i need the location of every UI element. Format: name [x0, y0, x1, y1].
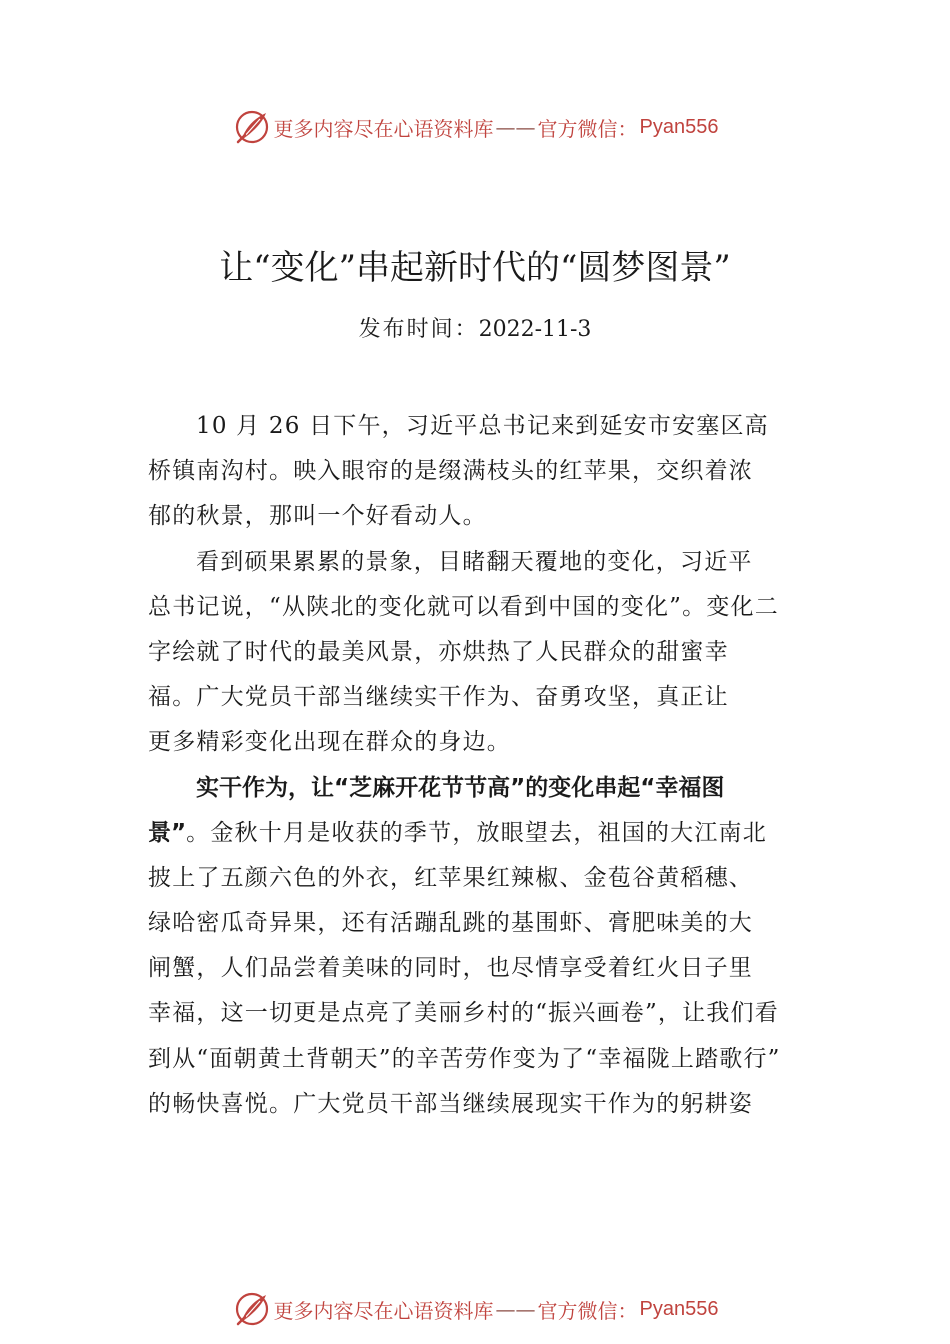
body-line: 幸福，这一切更是点亮了美丽乡村的“振兴画卷”，让我们看 [148, 1000, 779, 1027]
watermark-wechat-id: Pyan556 [639, 1297, 719, 1320]
watermark-wechat-label: 官方微信： [537, 1298, 638, 1323]
watermark-separator: —— [495, 1297, 536, 1321]
publish-date-label: 发布时间： [358, 317, 479, 342]
section-heading-end: 景” [148, 819, 187, 846]
body-line [148, 811, 808, 856]
body-line: 的畅快喜悦。广大党员干部当继续展现实干作为的躬耕姿 [148, 1090, 753, 1117]
feather-pen-logo-icon [232, 107, 272, 147]
body-line: 闸蟹，人们品尝着美味的同时，也尽情享受着红火日子里 [148, 955, 753, 982]
body-line-text: 。金秋十月是收获的季节，放眼望去，祖国的大江南北 [186, 819, 767, 846]
body-line: 郁的秋景，那叫一个好看动人。 [148, 503, 487, 530]
body-line: 福。广大党员干部当继续实干作为、奋勇攻坚，真正让 [148, 684, 729, 711]
publish-date-value: 2022-11-3 [478, 317, 592, 342]
watermark-text: 更多内容尽在心语资料库 [273, 116, 494, 141]
body-line: 桥镇南沟村。映入眼帘的是缀满枝头的红苹果，交织着浓 [148, 458, 753, 485]
feather-pen-logo-icon [232, 1289, 272, 1329]
body-line: 更多精彩变化出现在群众的身边。 [148, 729, 511, 756]
watermark-separator: —— [495, 115, 536, 139]
publish-date [0, 312, 950, 343]
watermark-wechat-label: 官方微信： [537, 116, 638, 141]
body-line: 10 月 26 日下午，习近平总书记来到延安市安塞区高 [196, 413, 769, 439]
body-line: 披上了五颜六色的外衣，红苹果红辣椒、金苞谷黄稻穗、 [148, 864, 753, 891]
body-line: 总书记说，“从陕北的变化就可以看到中国的变化”。变化二 [148, 593, 779, 620]
body-line: 到从“面朝黄土背朝天”的辛苦劳作变为了“幸福陇上踏歌行” [148, 1045, 781, 1072]
page-title: 让“变化”串起新时代的“圆梦图景” [219, 248, 731, 288]
body-line: 绿哈密瓜奇异果，还有活蹦乱跳的基围虾、膏肥味美的大 [148, 910, 753, 937]
article-body [148, 404, 808, 1127]
header-watermark [0, 107, 950, 147]
body-line: 字绘就了时代的最美风景，亦烘热了人民群众的甜蜜幸 [148, 638, 729, 665]
body-line: 看到硕果累累的景象，目睹翻天覆地的变化，习近平 [196, 548, 753, 575]
watermark-wechat-id: Pyan556 [639, 115, 719, 138]
footer-watermark [0, 1289, 950, 1329]
watermark-text: 更多内容尽在心语资料库 [273, 1298, 494, 1323]
section-heading-line: 实干作为，让“芝麻开花节节高”的变化串起“幸福图 [196, 774, 725, 801]
